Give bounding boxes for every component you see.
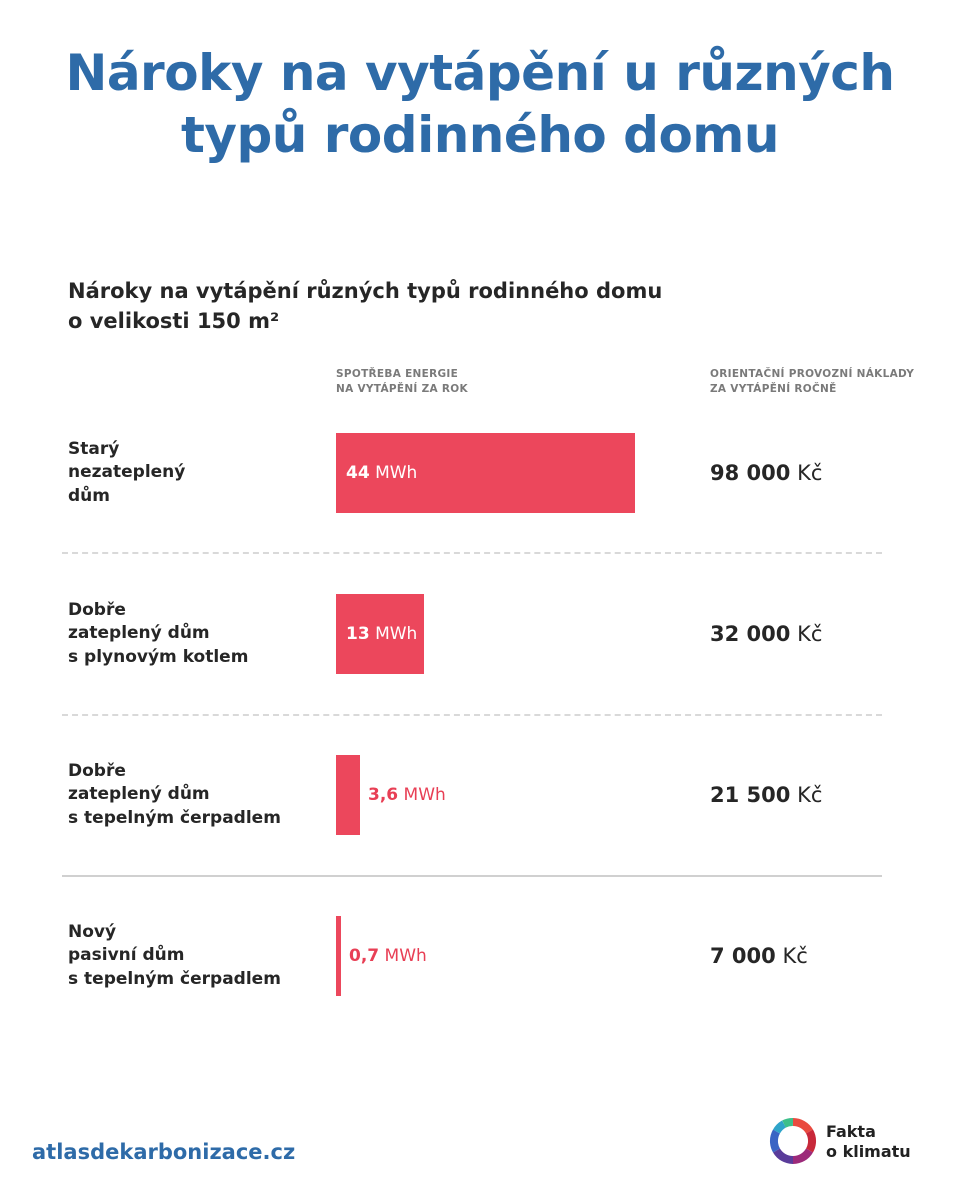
energy-value: 0,7: [349, 946, 380, 966]
energy-bar: [336, 755, 360, 835]
energy-unit: MWh: [375, 624, 418, 644]
cost-value-label: [710, 944, 808, 968]
cost-value: 32 000: [710, 622, 791, 646]
page-title: [0, 42, 960, 166]
cost-value: 98 000: [710, 461, 791, 485]
category-label-line: Dobře: [68, 760, 126, 781]
energy-unit: MWh: [384, 946, 427, 966]
cost-currency: Kč: [797, 461, 823, 485]
category-label: [68, 921, 281, 992]
category-label-line: Starý: [68, 438, 120, 459]
category-label: [68, 760, 281, 831]
energy-bar: [336, 916, 341, 996]
cost-currency: Kč: [797, 622, 823, 646]
energy-unit: MWh: [403, 785, 446, 805]
chart-title-line2: o velikosti 150 m²: [68, 309, 280, 333]
category-label-line: pasivní dům: [68, 945, 185, 966]
cost-column-header: [710, 367, 914, 397]
logo-ring-icon: [768, 1116, 818, 1166]
energy-value-label: [346, 624, 417, 644]
page-title-line1: Nároky na vytápění u různých: [65, 44, 895, 102]
cost-value: 21 500: [710, 783, 791, 807]
cost-header-line1: ORIENTAČNÍ PROVOZNÍ NÁKLADY: [710, 368, 915, 380]
energy-value: 44: [346, 463, 370, 483]
category-label-line: Dobře: [68, 599, 126, 620]
category-label-line: dům: [68, 485, 110, 506]
row-divider: [62, 714, 882, 716]
energy-unit: MWh: [375, 463, 418, 483]
energy-column-header: [336, 367, 468, 397]
cost-value-label: [710, 622, 822, 646]
energy-value: 3,6: [368, 785, 399, 805]
cost-value-label: [710, 461, 822, 485]
energy-header-line2: NA VYTÁPĚNÍ ZA ROK: [336, 383, 468, 395]
chart-title-line1: Nároky na vytápění různých typů rodinného domu: [68, 279, 663, 303]
category-label: [68, 438, 185, 509]
category-label-line: Nový: [68, 921, 117, 942]
cost-currency: Kč: [797, 783, 823, 807]
energy-value-label: [349, 946, 427, 966]
category-label-line: s tepelným čerpadlem: [68, 807, 281, 828]
logo-text-line2: o klimatu: [826, 1142, 911, 1161]
cost-header-line2: ZA VYTÁPĚNÍ ROČNĚ: [710, 383, 837, 395]
category-label-line: zateplený dům: [68, 784, 210, 805]
cost-value-label: [710, 783, 822, 807]
row-divider: [62, 552, 882, 554]
category-label: [68, 599, 248, 670]
chart-title: [68, 276, 728, 336]
cost-value: 7 000: [710, 944, 776, 968]
logo-text: [826, 1122, 911, 1162]
category-label-line: s plynovým kotlem: [68, 646, 249, 667]
energy-header-line1: SPOTŘEBA ENERGIE: [336, 368, 459, 380]
site-url: atlasdekarbonizace.cz: [32, 1140, 296, 1164]
energy-value-label: [368, 785, 446, 805]
cost-currency: Kč: [782, 944, 808, 968]
row-divider: [62, 875, 882, 877]
logo-text-line1: Fakta: [826, 1122, 876, 1141]
category-label-line: nezateplený: [68, 462, 186, 483]
category-label-line: s tepelným čerpadlem: [68, 968, 281, 989]
page-title-line2: typů rodinného domu: [180, 106, 780, 164]
energy-value: 13: [346, 624, 370, 644]
energy-value-label: [346, 463, 417, 483]
category-label-line: zateplený dům: [68, 623, 210, 644]
fakta-o-klimatu-logo: [768, 1114, 928, 1170]
